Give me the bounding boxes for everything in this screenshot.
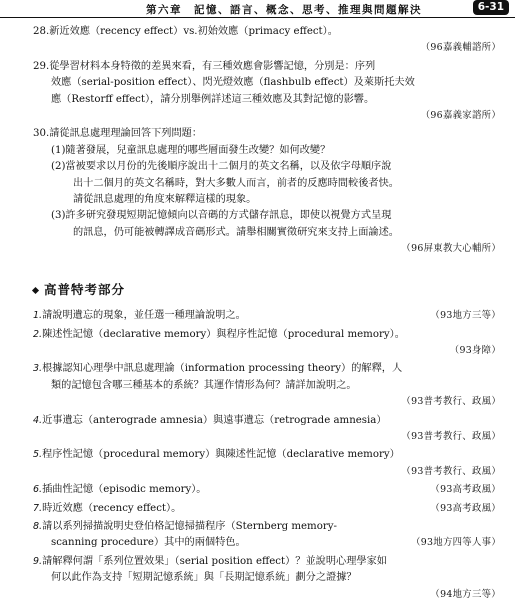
question-text: 根據認知心理學中訊息處理論（information processing theory）的解釋，人 bbox=[42, 363, 403, 375]
question-line: (3)許多研究發現短期記憶傾向以音碼的方式儲存訊息，即使以視覺方式呈現 bbox=[51, 210, 392, 222]
question-text: 請以系列掃描說明史登伯格記憶掃描程序（Sternberg memory- bbox=[42, 520, 337, 532]
question-source: （96屏東教大心輔所） bbox=[401, 243, 501, 255]
question-source: （93地方四等人事） bbox=[411, 537, 501, 549]
question-line: (2)當被要求以月份的先後順序說出十二個月的英文名稱，以及依字母順序說 bbox=[51, 161, 392, 173]
question-text: 插曲性記憶（episodic memory）。 bbox=[42, 484, 207, 496]
question-text: 請說明遺忘的現象，並任選一種理論說明之。 bbox=[42, 310, 246, 322]
civil-exam-question-list bbox=[33, 308, 501, 603]
question-item bbox=[33, 482, 501, 498]
question-item bbox=[33, 327, 501, 360]
question-line bbox=[33, 570, 501, 586]
question-text: 類的記憶包含哪三種基本的系統？其運作情形為何？請詳加說明之。 bbox=[51, 379, 357, 391]
question-source: （93地方三等） bbox=[430, 310, 501, 322]
question-text: 近事遺忘（anterograde amnesia）與遠事遺忘（retrograde amnesia） bbox=[42, 414, 387, 426]
page-header bbox=[0, 0, 515, 18]
question-number: 2. bbox=[33, 328, 43, 340]
question-line: 30.請從訊息處理理論回答下列問題： bbox=[33, 128, 203, 140]
question-number: 5. bbox=[33, 449, 43, 461]
question-number: 4. bbox=[33, 414, 43, 426]
question-text-group bbox=[33, 501, 181, 517]
question-number: 3. bbox=[33, 363, 43, 375]
question-item bbox=[33, 59, 501, 125]
question-line bbox=[33, 361, 501, 377]
question-source: （96嘉義輔諮所） bbox=[420, 42, 501, 54]
question-line: 效應（serial-position effect）、閃光燈效應（flashbulb effect）及萊斯托夫效 bbox=[51, 77, 415, 89]
question-item bbox=[33, 447, 501, 480]
question-item bbox=[33, 413, 501, 446]
diamond-bullet-icon bbox=[32, 287, 39, 294]
question-text: 時近效應（recency effect）。 bbox=[42, 502, 182, 514]
question-line bbox=[33, 378, 501, 394]
question-item bbox=[33, 361, 501, 410]
question-source: （96嘉義家諮所） bbox=[420, 110, 501, 122]
question-line bbox=[33, 535, 501, 551]
question-text-group bbox=[33, 308, 246, 324]
question-item bbox=[33, 308, 501, 324]
question-source: （93身障） bbox=[449, 344, 501, 356]
question-line bbox=[33, 501, 501, 517]
question-line: 28.新近效應（recency effect）vs.初始效應（primacy effect）。 bbox=[33, 26, 338, 37]
question-line: 的訊息，仍可能被轉譯成音碼形式。請舉相關實徵研究來支持上面論述。 bbox=[73, 226, 399, 238]
question-text: 程序性記憶（procedural memory）與陳述性記憶（declarative memory） bbox=[42, 449, 400, 461]
question-line bbox=[33, 413, 501, 429]
question-line: (1)隨著發展，兒童訊息處理的哪些層面發生改變？如何改變？ bbox=[51, 144, 331, 156]
question-line: 29.從學習材料本身特徵的差異來看，有三種效應會影響記憶，分別是：序列 bbox=[33, 60, 376, 72]
question-text: 請解釋何謂「系列位置效果」（serial position effect）？並說明心理學家如 bbox=[42, 555, 387, 567]
section-heading bbox=[33, 282, 501, 298]
question-line bbox=[33, 308, 501, 324]
question-line: 出十二個月的英文名稱時，對大多數人而言，前者的反應時間較後者快。 bbox=[73, 177, 399, 189]
question-text: scanning procedure）其中的兩個特色。 bbox=[51, 537, 246, 549]
question-line bbox=[33, 447, 501, 463]
question-source: （94地方三等） bbox=[430, 588, 501, 600]
question-source: （93高考政風） bbox=[430, 484, 501, 496]
question-number: 8. bbox=[33, 520, 43, 532]
question-item bbox=[33, 554, 501, 603]
chapter-title: 第六章 記憶、語言、概念、思考、推理與問題解決 bbox=[146, 4, 422, 16]
question-source: （93普考教行、政風） bbox=[401, 430, 501, 442]
question-number: 1. bbox=[33, 310, 43, 322]
question-line bbox=[33, 554, 501, 570]
question-source: （93普考教行、政風） bbox=[401, 396, 501, 408]
exam-question-list bbox=[33, 24, 501, 258]
question-text: 何以此作為支持「短期記憶系統」與「長期記憶系統」劃分之證據？ bbox=[51, 572, 357, 584]
page-content bbox=[33, 24, 501, 605]
question-number: 9. bbox=[33, 555, 43, 567]
question-text-group bbox=[51, 535, 246, 551]
section-heading-text: 高普特考部分 bbox=[44, 281, 126, 297]
question-item bbox=[33, 501, 501, 517]
question-line bbox=[33, 482, 501, 498]
question-item bbox=[33, 24, 501, 57]
question-text: 陳述性記憶（declarative memory）與程序性記憶（procedural memory）。 bbox=[42, 328, 405, 340]
question-source: （93普考教行、政風） bbox=[401, 465, 501, 477]
question-item bbox=[33, 519, 501, 552]
question-number: 7. bbox=[33, 502, 43, 514]
question-line bbox=[33, 519, 501, 535]
question-number: 6. bbox=[33, 484, 43, 496]
page-number-badge: 6-31 bbox=[473, 0, 509, 15]
question-item bbox=[33, 126, 501, 257]
question-source: （93高考政風） bbox=[430, 502, 501, 514]
question-line bbox=[33, 327, 501, 343]
question-text-group bbox=[33, 482, 206, 498]
question-line: 應（Restorff effect），請分別舉例詳述這三種效應及其對記憶的影響。 bbox=[51, 93, 375, 105]
question-line: 請從訊息處理的角度來解釋這樣的現象。 bbox=[73, 194, 257, 206]
